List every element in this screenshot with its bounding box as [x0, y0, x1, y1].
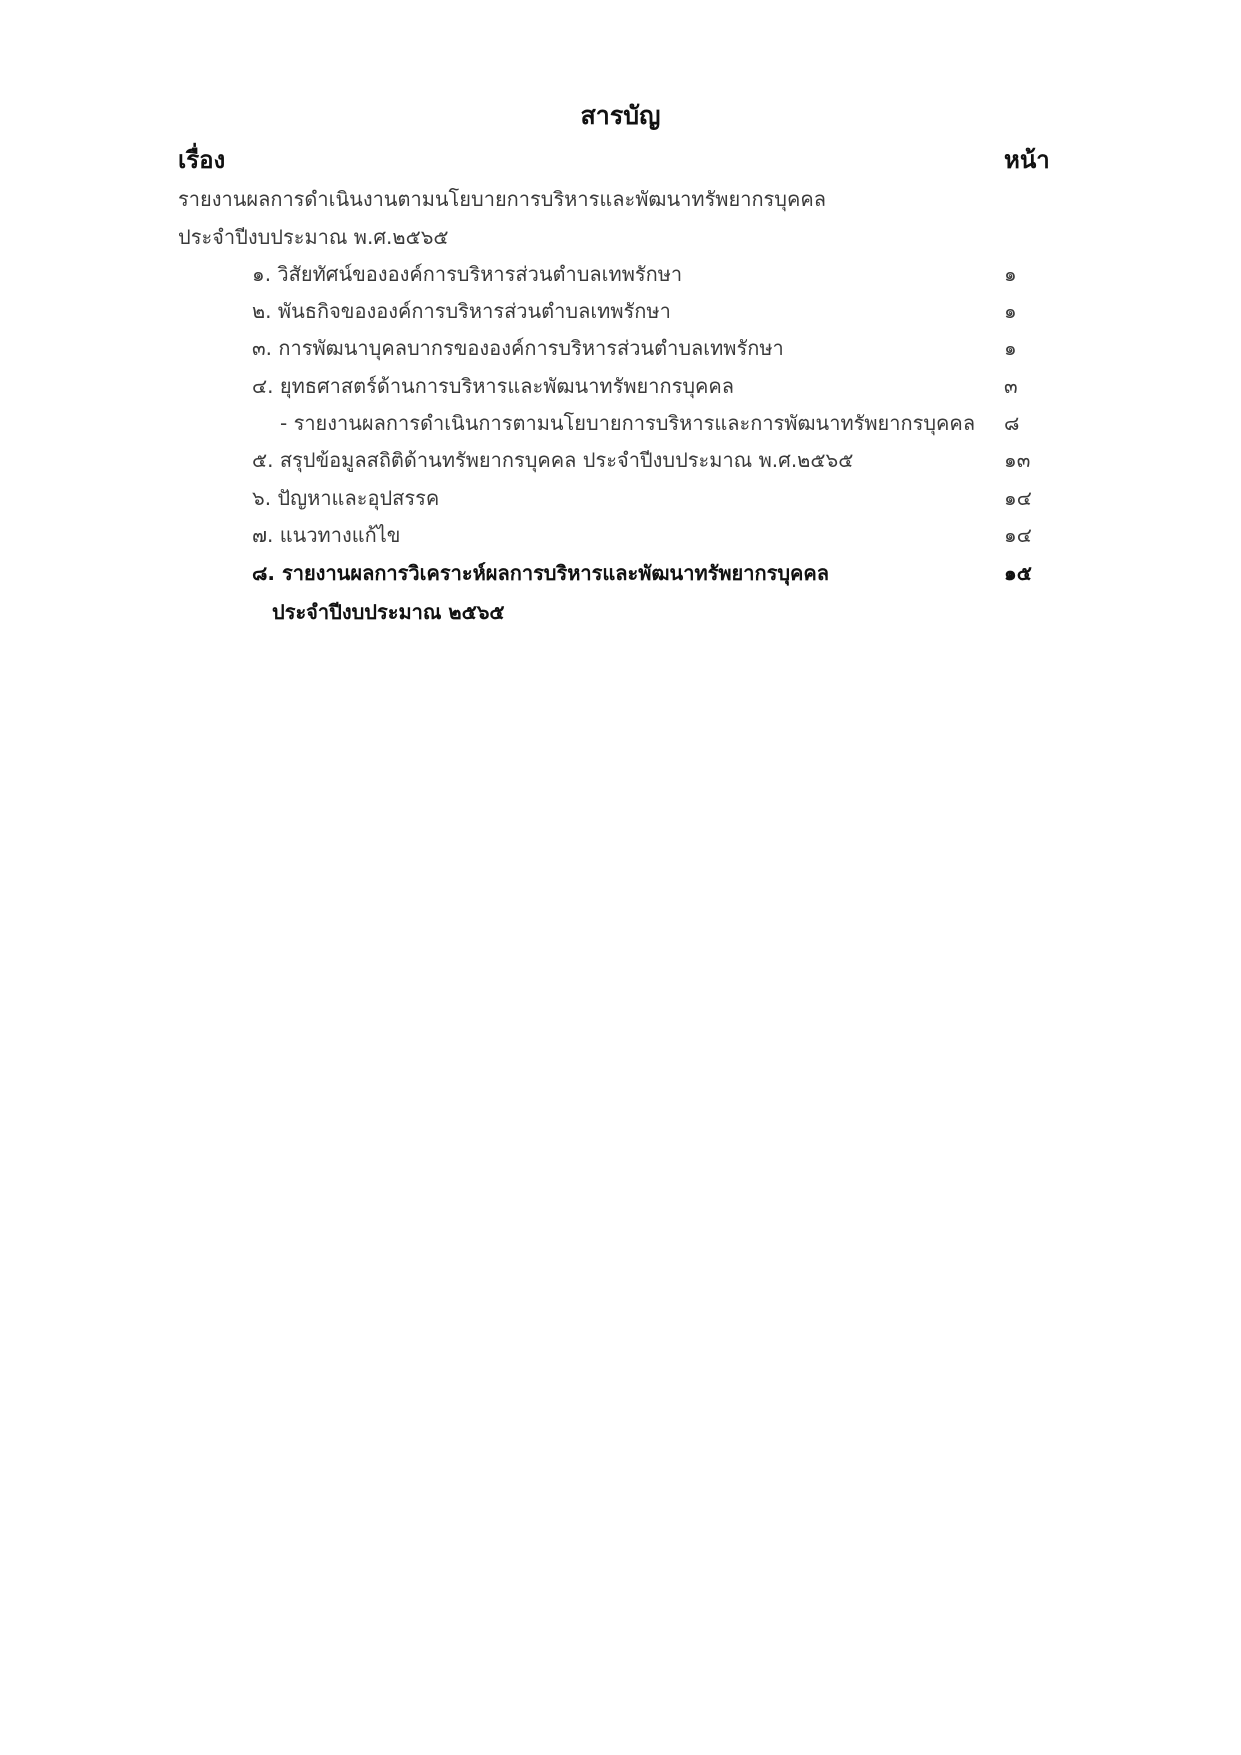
toc-entry-2 — [0, 295, 1241, 331]
toc-entry-text: ๔. ยุทธศาสตร์ด้านการบริหารและพัฒนาทรัพยากรบุคคล — [252, 374, 735, 398]
toc-entry-page: ๑๔ — [1004, 523, 1032, 547]
toc-entry-3 — [0, 332, 1241, 368]
toc-entry-8-continuation — [0, 596, 1241, 632]
toc-entry-text: ๑. วิสัยทัศน์ขององค์การบริหารส่วนตำบลเทพรักษา — [252, 262, 683, 286]
toc-entry-text: ๖. ปัญหาและอุปสรรค — [252, 486, 440, 510]
toc-entry-text: ๕. สรุปข้อมูลสถิติด้านทรัพยากรบุคคล ประจำปีงบประมาณ พ.ศ.๒๕๖๕ — [252, 448, 854, 472]
toc-entry-6 — [0, 482, 1241, 518]
subject-column-header: เรื่อง — [178, 146, 226, 174]
toc-entry-page: ๓ — [1004, 374, 1018, 398]
toc-entry-page: ๑๔ — [1004, 486, 1032, 510]
toc-entry-page: ๑๕ — [1004, 561, 1032, 585]
intro-line-1: รายงานผลการดำเนินงานตามนโยบายการบริหารและพัฒนาทรัพยากรบุคคล — [178, 187, 826, 211]
toc-entry-7 — [0, 519, 1241, 555]
toc-entry-text: ๘. รายงานผลการวิเคราะห์ผลการบริหารและพัฒนาทรัพยากรบุคคล — [252, 561, 830, 585]
page-column-header: หน้า — [1004, 146, 1050, 174]
toc-entry-1 — [0, 258, 1241, 294]
toc-entry-page: ๑ — [1004, 262, 1017, 286]
toc-subentry — [0, 407, 1241, 443]
toc-entry-text: ๓. การพัฒนาบุคลบากรขององค์การบริหารส่วนตำบลเทพรักษา — [252, 336, 784, 360]
toc-entry-page: ๑ — [1004, 336, 1017, 360]
toc-entry-text: - รายงานผลการดำเนินการตามนโยบายการบริหารและการพัฒนาทรัพยากรบุคคล — [280, 411, 976, 435]
toc-entry-text: ๒. พันธกิจขององค์การบริหารส่วนตำบลเทพรักษา — [252, 299, 671, 323]
toc-entry-page: ๑๓ — [1004, 448, 1031, 472]
toc-entry-5 — [0, 444, 1241, 480]
toc-entry-text: ๗. แนวทางแก้ไข — [252, 523, 401, 547]
toc-entry-page: ๑ — [1004, 299, 1017, 323]
toc-entry-8 — [0, 557, 1241, 593]
toc-entry-4 — [0, 370, 1241, 406]
intro-line-2: ประจำปีงบประมาณ พ.ศ.๒๕๖๕ — [178, 225, 449, 249]
toc-entry-text: ประจำปีงบประมาณ ๒๕๖๕ — [272, 600, 505, 624]
page-title: สารบัญ — [580, 101, 661, 130]
toc-entry-page: ๘ — [1004, 411, 1020, 435]
